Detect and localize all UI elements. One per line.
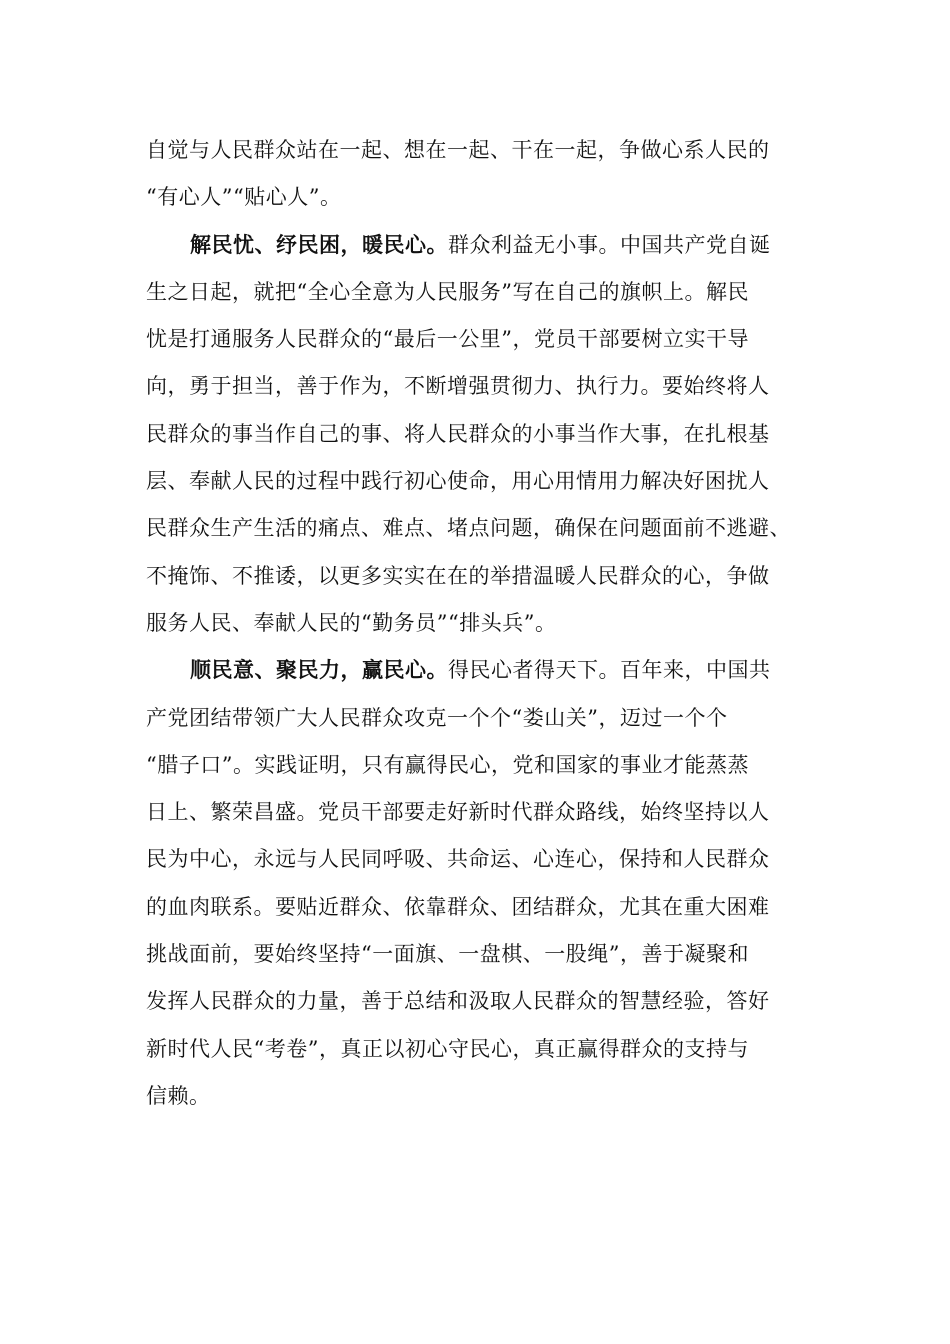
text-line: 忧是打通服务人民群众的“最后一公里”，党员干部要树立实干导 (146, 327, 749, 352)
text-line: “腊子口”。实践证明，只有赢得民心，党和国家的事业才能蒸蒸 (146, 752, 749, 777)
text-line: 服务人民、奉献人民的“勤务员”“排头兵”。 (146, 610, 557, 635)
text-line: 生之日起，就把“全心全意为人民服务”写在自己的旗帜上。解民 (146, 279, 749, 304)
paragraph-lead-heading: 解民忧、纾民困，暖民心。 (190, 232, 448, 257)
text-line: 发挥人民群众的力量，善于总结和汲取人民群众的智慧经验，答好 (146, 989, 770, 1014)
paragraph-lead-heading: 顺民意、聚民力，赢民心。 (190, 658, 448, 683)
document-body (146, 127, 806, 1120)
text-line: 的血肉联系。要贴近群众、依靠群众、团结群众，尤其在重大困难 (146, 894, 770, 919)
text-line: 民群众的事当作自己的事、将人民群众的小事当作大事，在扎根基 (146, 421, 770, 446)
paragraph-first-line (146, 647, 806, 694)
text-segment: 得民心者得天下。百年来，中国共 (448, 658, 771, 683)
text-line: 产党团结带领广大人民群众攻克一个个“娄山关”，迈过一个个 (146, 705, 728, 730)
text-line: “有心人”“贴心人”。 (146, 185, 342, 210)
text-line: 民群众生产生活的痛点、难点、堵点问题，确保在问题面前不逃避、 (146, 516, 791, 541)
text-line: 信赖。 (146, 1083, 211, 1108)
paragraph-jie-min-you (146, 222, 806, 648)
text-line: 向，勇于担当，善于作为，不断增强贯彻力、执行力。要始终将人 (146, 374, 770, 399)
text-line: 挑战面前，要始终坚持“一面旗、一盘棋、一股绳”，善于凝聚和 (146, 942, 749, 967)
text-line: 新时代人民“考卷”，真正以初心守民心，真正赢得群众的支持与 (146, 1036, 749, 1061)
text-segment: 群众利益无小事。中国共产党自诞 (448, 232, 771, 257)
text-line: 不掩饰、不推诿，以更多实实在在的举措温暖人民群众的心，争做 (146, 563, 770, 588)
text-line: 层、奉献人民的过程中践行初心使命，用心用情用力解决好困扰人 (146, 469, 770, 494)
paragraph-shun-min-yi (146, 647, 806, 1120)
paragraph-first-line (146, 222, 806, 269)
text-line: 民为中心，永远与人民同呼吸、共命运、心连心，保持和人民群众 (146, 847, 770, 872)
paragraph-continuation (146, 127, 806, 222)
text-line: 自觉与人民群众站在一起、想在一起、干在一起，争做心系人民的 (146, 138, 770, 162)
text-line: 日上、繁荣昌盛。党员干部要走好新时代群众路线，始终坚持以人 (146, 800, 770, 825)
